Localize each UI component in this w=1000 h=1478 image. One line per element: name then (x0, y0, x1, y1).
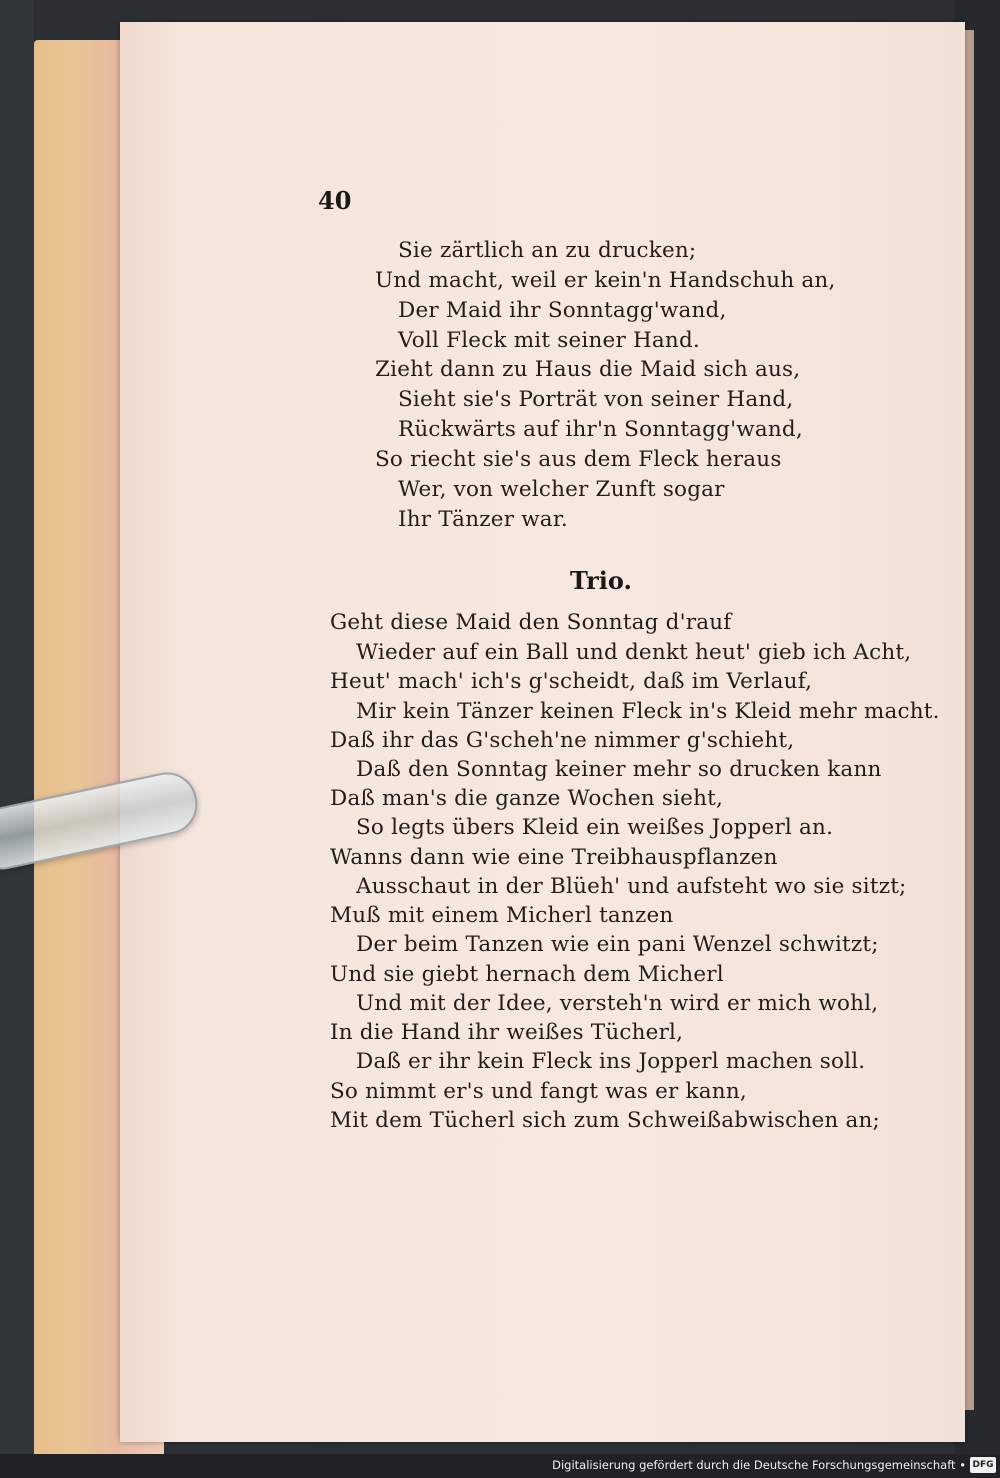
verse-line: Wanns dann wie eine Treibhauspflanzen (330, 845, 778, 870)
verse-line: Geht diese Maid den Sonntag d'rauf (330, 610, 732, 635)
verse-line: So riecht sie's aus dem Fleck heraus (375, 447, 782, 472)
footer-bar (0, 1454, 1000, 1478)
dfg-logo-icon: DFG (970, 1457, 996, 1473)
verse-line: Daß man's die ganze Wochen sieht, (330, 786, 724, 811)
verse-line: In die Hand ihr weißes Tücherl, (330, 1020, 684, 1045)
verse-line: Zieht dann zu Haus die Maid sich aus, (375, 357, 801, 382)
verse-line: Rückwärts auf ihr'n Sonntagg'wand, (398, 417, 803, 442)
verse-line: So legts übers Kleid ein weißes Jopperl an. (356, 815, 834, 840)
verse-line: Der beim Tanzen wie ein pani Wenzel schwitzt; (356, 932, 879, 957)
verse-line: So nimmt er's und fangt was er kann, (330, 1079, 747, 1104)
verse-line: Heut' mach' ich's g'scheidt, daß im Verlauf, (330, 669, 813, 694)
verse-line: Sie zärtlich an zu drucken; (398, 238, 697, 263)
verse-line: Daß ihr das G'scheh'ne nimmer g'schieht, (330, 728, 795, 753)
verse-line: Mir kein Tänzer keinen Fleck in's Kleid mehr macht. (356, 699, 940, 724)
verse-line: Der Maid ihr Sonntagg'wand, (398, 298, 727, 323)
verse-line: Wer, von welcher Zunft sogar (398, 477, 725, 502)
verse-line: Voll Fleck mit seiner Hand. (398, 328, 700, 353)
verse-line: Und mit der Idee, versteh'n wird er mich wohl, (356, 991, 879, 1016)
verse-line: Mit dem Tücherl sich zum Schweißabwischen an; (330, 1108, 880, 1133)
verse-line: Und sie giebt hernach dem Micherl (330, 962, 724, 987)
footer-credit: Digitalisierung gefördert durch die Deutsche Forschungsgemeinschaft • (552, 1458, 966, 1472)
page-number: 40 (318, 186, 352, 215)
verse-line: Muß mit einem Micherl tanzen (330, 903, 674, 928)
verse-line: Und macht, weil er kein'n Handschuh an, (375, 268, 836, 293)
section-heading-trio: Trio. (570, 566, 632, 595)
verse-line: Ihr Tänzer war. (398, 507, 568, 532)
verse-line: Daß den Sonntag keiner mehr so drucken kann (356, 757, 882, 782)
verse-line: Wieder auf ein Ball und denkt heut' gieb ich Acht, (356, 640, 912, 665)
verse-line: Sieht sie's Porträt von seiner Hand, (398, 387, 794, 412)
scanner-background-left (0, 0, 34, 1478)
verse-line: Daß er ihr kein Fleck ins Jopperl machen soll. (356, 1049, 866, 1074)
verse-line: Ausschaut in der Blüeh' und aufsteht wo sie sitzt; (356, 874, 907, 899)
